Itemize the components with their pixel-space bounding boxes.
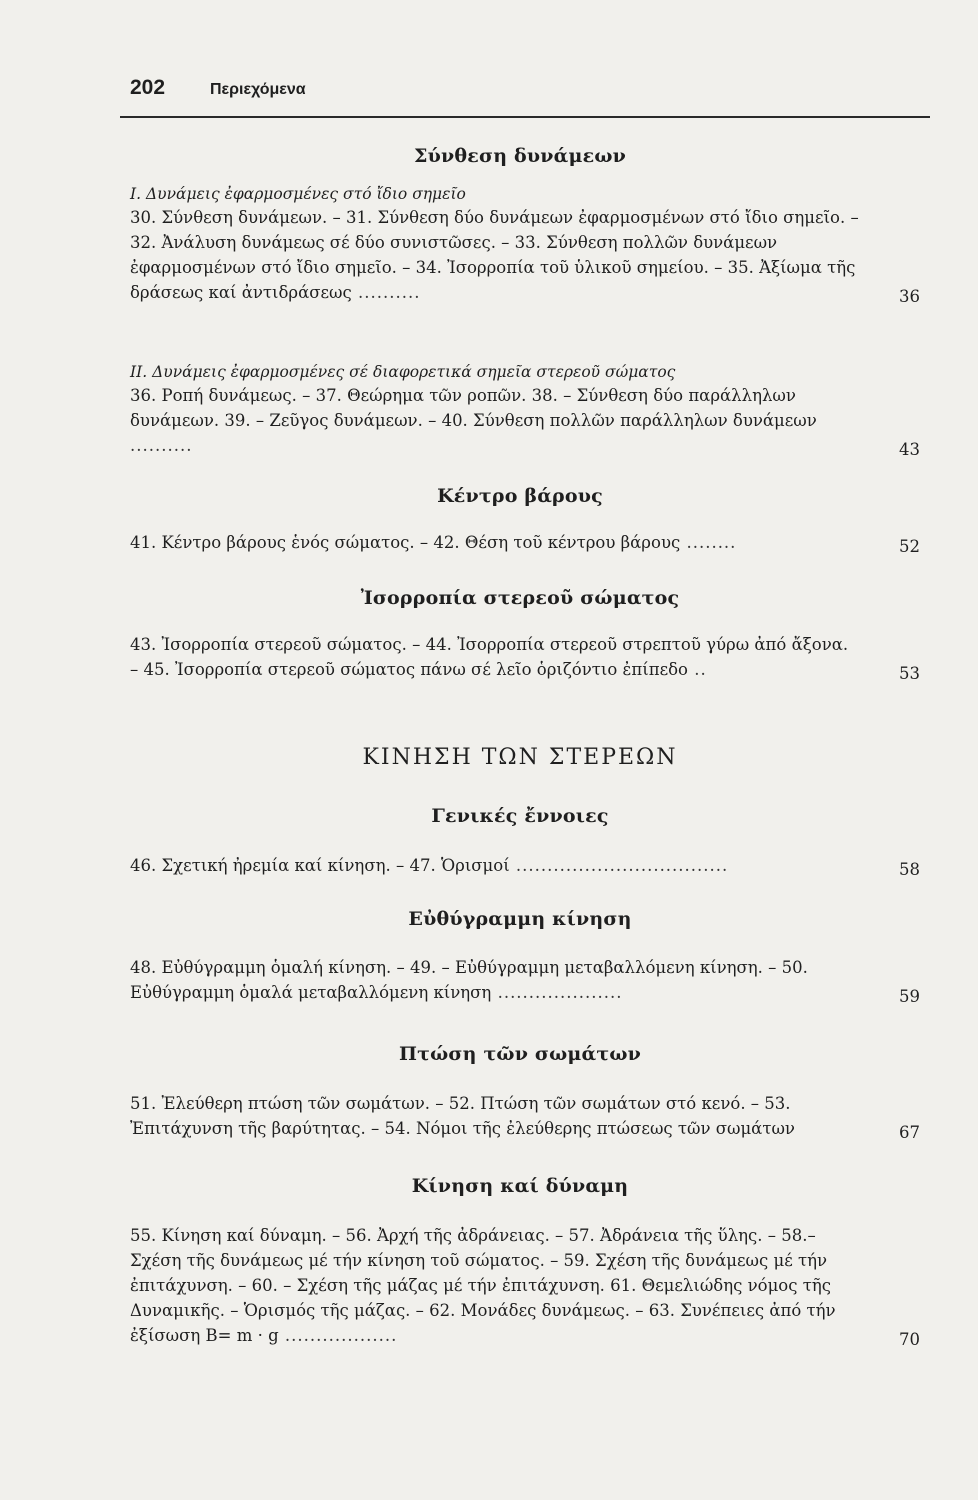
section-composition-of-forces (120, 145, 920, 167)
page-ref: 59 (899, 987, 920, 1006)
toc-group (120, 1091, 920, 1141)
entry-text: 48. Εὐθύγραμμη ὁμαλή κίνηση. – 49. – Εὐθύγραμμη μεταβαλλόμενη κίνηση. – 50. Εὐθύγραμμη ὁμαλά μεταβαλλόμενη κίνηση (130, 958, 808, 1002)
leader-dots: .................... (491, 983, 623, 1002)
toc-group (120, 955, 920, 1005)
subsection-heading: Ι. Δυνάμεις ἐφαρμοσμένες στό ἴδιο σημεῖο (130, 185, 466, 203)
section-general-concepts (120, 805, 920, 827)
subsection-heading: ΙΙ. Δυνάμεις ἐφαρμοσμένες σέ διαφορετικά σημεῖα στερεοῦ σώματος (130, 363, 676, 381)
section-motion-and-force (120, 1175, 920, 1197)
leader-dots: .................................. (509, 856, 729, 875)
entry-text: 51. Ἐλεύθερη πτώση τῶν σωμάτων. – 52. Πτώση τῶν σωμάτων στό κενό. – 53. Ἐπιτάχυνση τῆς βαρύτητας. – 54. Νόμοι τῆς ἐλεύθερης πτώσεως τῶν σωμάτων (130, 1094, 795, 1138)
leader-dots: .......... (351, 283, 421, 302)
toc-group (120, 632, 920, 682)
section-heading: Γενικές ἔννοιες (431, 805, 609, 827)
entry-text: 41. Κέντρο βάρους ἑνός σώματος. – 42. Θέση τοῦ κέντρου βάρους (130, 533, 681, 552)
page-ref: 58 (899, 860, 920, 879)
page-header (130, 76, 930, 116)
page-ref: 53 (899, 664, 920, 683)
page-ref: 36 (899, 287, 920, 306)
toc-group (120, 363, 920, 458)
toc-entry (120, 205, 920, 305)
leader-dots: .................. (278, 1326, 398, 1345)
page-ref: 52 (899, 537, 920, 556)
toc-group (120, 530, 920, 555)
header-rule (120, 116, 930, 118)
page-ref: 43 (899, 440, 920, 459)
toc-entry (120, 955, 920, 1005)
leader-dots: .......... (130, 436, 193, 455)
entry-text: 30. Σύνθεση δυνάμεων. – 31. Σύνθεση δύο δυνάμεων ἐφαρμοσμένων στό ἴδιο σημεῖο. – 32. Ἀνάλυση δυνάμεως σέ δύο συνιστῶσες. – 33. Σύνθεση πολλῶν δυνάμεων ἐφαρμοσμένων στό ἴδιο σημεῖο. – 34. Ἰσορροπία τοῦ ὑλικοῦ σημείου. – 35. Ἀξίωμα τῆς δράσεως καί ἀντιδράσεως (130, 208, 859, 302)
entry-text: 55. Κίνηση καί δύναμη. – 56. Ἀρχή τῆς ἀδράνειας. – 57. Ἀδράνεια τῆς ὕλης. – 58.– Σχέση τῆς δυνάμεως μέ τήν κίνηση τοῦ σώματος. – 59. Σχέση τῆς δυνάμεως μέ τήν ἐπιτάχυνση. – 60. – Σχέση τῆς μάζας μέ τήν ἐπιτάχυνση. 61. Θεμελιώδης νόμος τῆς Δυναμικῆς. – Ὁρισμός τῆς μάζας. – 62. Μονάδες δυνάμεως. – 63. Συνέπειες ἀπό τήν ἐξίσωση Β= m · g (130, 1226, 836, 1345)
section-heading: Κίνηση καί δύναμη (411, 1175, 629, 1197)
section-falling-bodies (120, 1043, 920, 1065)
entry-text: 43. Ἰσορροπία στερεοῦ σώματος. – 44. Ἰσορροπία στερεοῦ στρεπτοῦ γύρω ἀπό ἄξονα. – 45. Ἰσορροπία στερεοῦ σώματος πάνω σέ λεῖο ὁριζόντιο ἐπίπεδο (130, 635, 849, 679)
section-heading: Κέντρο βάρους (437, 485, 603, 507)
section-heading: Εὐθύγραμμη κίνηση (408, 908, 632, 930)
entry-text: 46. Σχετική ἠρεμία καί κίνηση. – 47. Ὁρισμοί (130, 856, 510, 875)
page-number: 202 (130, 76, 166, 99)
page-ref: 70 (899, 1330, 920, 1349)
toc-entry (120, 632, 920, 682)
part-heading: ΚΙΝΗΣΗ ΤΩΝ ΣΤΕΡΕΩΝ (362, 745, 678, 770)
toc-entry (120, 530, 920, 555)
section-center-of-gravity (120, 485, 920, 507)
section-rectilinear-motion (120, 908, 920, 930)
section-rigid-body-equilibrium (120, 587, 920, 609)
section-heading: Πτώση τῶν σωμάτων (398, 1043, 641, 1065)
running-header: Περιεχόμενα (210, 81, 306, 98)
part-motion-of-solids (120, 745, 920, 770)
toc-entry (120, 1091, 920, 1141)
leader-dots: .. (687, 660, 707, 679)
toc-group (120, 1223, 920, 1348)
toc-group (120, 185, 920, 305)
section-heading: Σύνθεση δυνάμεων (413, 145, 627, 167)
toc-entry (120, 1223, 920, 1348)
entry-text: 36. Ροπή δυνάμεως. – 37. Θεώρημα τῶν ροπῶν. 38. – Σύνθεση δύο παράλληλων δυνάμεων. 39. – Ζεῦγος δυνάμεων. – 40. Σύνθεση πολλῶν παράλληλων δυνάμεων (130, 386, 817, 430)
toc-entry (120, 853, 920, 878)
page-ref: 67 (899, 1123, 920, 1142)
toc-entry (120, 383, 920, 458)
section-heading: Ἰσορροπία στερεοῦ σώματος (360, 587, 680, 609)
toc-group (120, 853, 920, 878)
leader-dots: ........ (680, 533, 737, 552)
